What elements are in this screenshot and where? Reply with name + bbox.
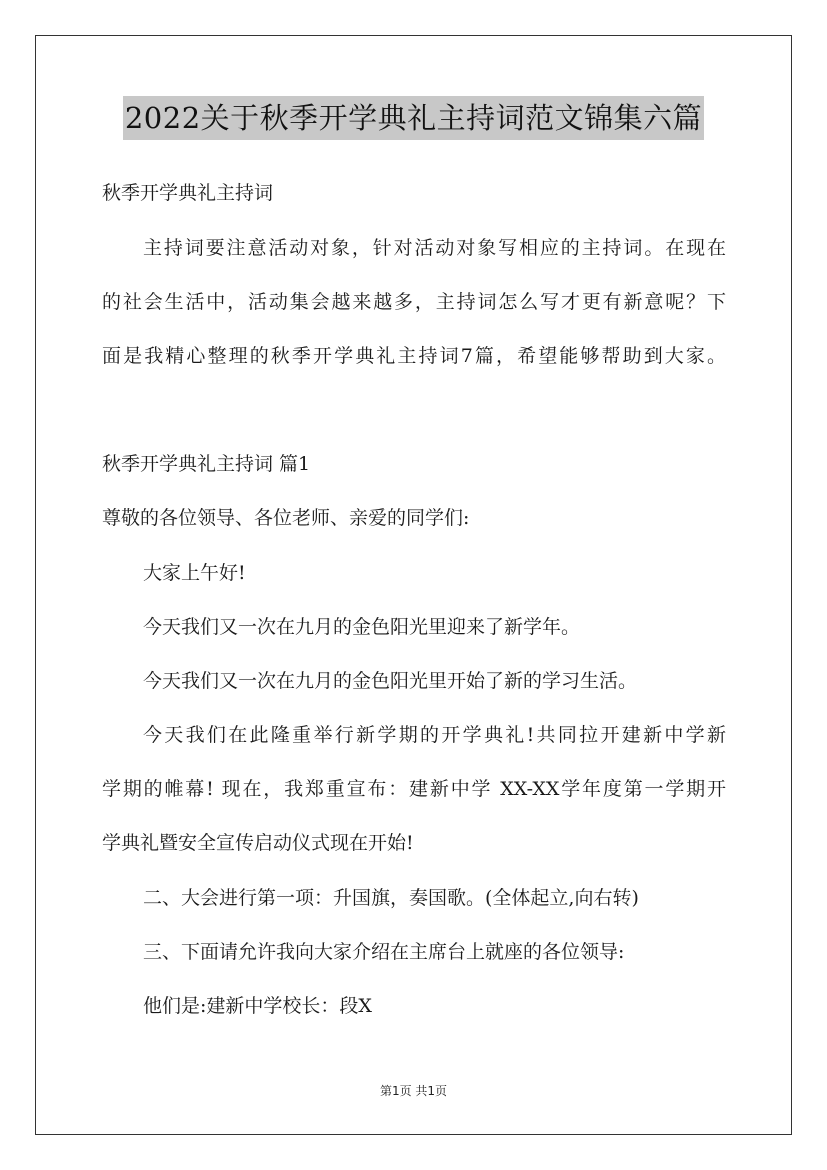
paragraph-new-life: 今天我们又一次在九月的金色阳光里开始了新的学习生活。 (143, 670, 638, 692)
ceremony-line-1: 今天我们在此隆重举行新学期的开学典礼!共同拉开建新中学新 (143, 724, 726, 746)
agenda-item-principal: 他们是:建新中学校长：段X (143, 995, 372, 1017)
document-title: 2022关于秋季开学典礼主持词范文锦集六篇 (123, 96, 704, 140)
intro-heading: 秋季开学典礼主持词 (102, 182, 274, 204)
ceremony-line-3: 学典礼暨安全宣传启动仪式现在开始! (102, 832, 414, 854)
agenda-item-leaders: 三、下面请允许我向大家介绍在主席台上就座的各位领导: (143, 941, 625, 963)
agenda-item-flag: 二、大会进行第一项：升国旗，奏国歌。(全体起立,向右转) (143, 887, 639, 909)
intro-line-3: 面是我精心整理的秋季开学典礼主持词7篇，希望能够帮助到大家。 (102, 345, 726, 367)
title-container (0, 96, 827, 140)
section-heading: 秋季开学典礼主持词 篇1 (102, 453, 311, 475)
intro-line-1: 主持词要注意活动对象，针对活动对象写相应的主持词。在现在 (143, 237, 726, 259)
greeting-paragraph: 大家上午好! (143, 562, 246, 584)
page-footer: 第1页 共1页 (379, 1084, 448, 1098)
salutation: 尊敬的各位领导、各位老师、亲爱的同学们: (102, 507, 470, 529)
paragraph-new-year: 今天我们又一次在九月的金色阳光里迎来了新学年。 (143, 616, 581, 638)
ceremony-line-2: 学期的帷幕! 现在，我郑重宣布：建新中学 XX-XX学年度第一学期开 (102, 778, 726, 800)
intro-line-2: 的社会生活中，活动集会越来越多，主持词怎么写才更有新意呢？下 (102, 291, 726, 313)
